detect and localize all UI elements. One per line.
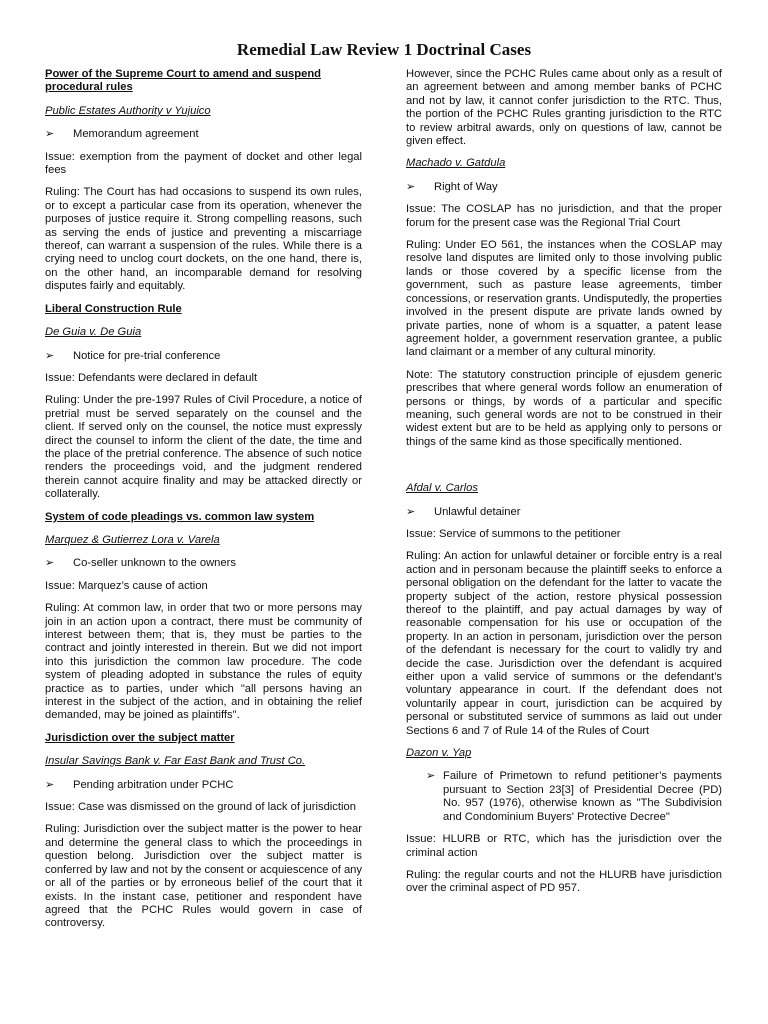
ruling-text: Ruling: Jurisdiction over the subject matter is the power to hear and determine the general class to which the proceedings in question belong. Jurisdiction over the subject matter is conferred by law and not by the consent or acquiescence of any or all of the parties or by erroneous belief of the court that it exists. In the instant case, petitioner and respondent have agreed that the PCHC Rules would govern in case of controversy. — [45, 823, 362, 930]
right-column — [406, 68, 722, 905]
ruling-text: Ruling: the regular courts and not the HLURB have jurisdiction over the criminal aspect of PD 957. — [406, 868, 722, 895]
section-heading: Jurisdiction over the subject matter — [45, 731, 235, 744]
bullet-item: ➢ Unlawful detainer — [406, 505, 521, 518]
case-title: Dazon v. Yap — [406, 747, 472, 760]
case-title: Marquez & Gutierrez Lora v. Varela — [45, 533, 220, 546]
section-heading: Power of the Supreme Court to amend and suspend procedural rules — [45, 68, 321, 94]
ruling-text: Ruling: An action for unlawful detainer or forcible entry is a real action and in personam because the plaintiff seeks to enforce a personal obligation on the defendant for the latter to vacate the property subject of the action, restore physical possession thereof to the plaintiff, and pay actual damages by way of reasonable compensation for his use or occupation of the property. In an action in personam, jurisdiction over the person of the defendant is necessary for the court to validly try and decide the case. Jurisdiction over the defendant is acquired either upon a valid service of summons or the defendant’s voluntary appearance in court. If the defendant does not voluntarily appear in court, jurisdiction can be acquired by personal or substituted service of summons as laid out under Sections 6 and 7 of Rule 14 of the Rules of Court — [406, 550, 722, 737]
ruling-text: Ruling: Under the pre-1997 Rules of Civil Procedure, a notice of pretrial must be served separately on the counsel and the client. If served only on the counsel, the notice must expressly direct the counsel to inform the client of the date, the time and the place of the pretrial conference. The absence of such notice renders the proceedings void, and the judgment rendered therein cannot acquire finality and may be attacked directly or collaterally. — [45, 394, 362, 501]
bullet-item: ➢ Memorandum agreement — [45, 128, 199, 141]
bullet-item: ➢ Pending arbitration under PCHC — [45, 778, 234, 791]
left-column — [45, 68, 362, 940]
case-title: Machado v. Gatdula — [406, 157, 506, 170]
issue-text: Issue: Service of summons to the petitioner — [406, 527, 621, 540]
issue-text: Issue: The COSLAP has no jurisdiction, and that the proper forum for the present case was the Regional Trial Court — [406, 203, 722, 229]
bullet-item: ➢ Failure of Primetown to refund petitioner’s payments pursuant to Section 23[3] of Presidential Decree (PD) No. 957 (1976), otherwise known as "The Subdivision and Condominium Buyers' Protective Decree" — [426, 770, 722, 823]
ruling-text: Ruling: Under EO 561, the instances when the COSLAP may resolve land disputes are limited only to those involving public lands or those covered by a specific license from the government, such as pasture lease agreements, timber concessions, or reservation grants. Undisputedly, the properties involved in the present dispute are private lands owned by private parties, none of whom is a squatter, a patent lease agreement holder, a government reservation grantee, a public land claimant or a member of any cultural minority. — [406, 239, 722, 359]
issue-text: Issue: Marquez’s cause of action — [45, 579, 208, 592]
ruling-text: Ruling: The Court has had occasions to suspend its own rules, or to except a particular case from its operation, whenever the purposes of justice require it. Strong compelling reasons, such as serving the ends of justice and preventing a miscarriage thereof, can warrant a suspension of the rules. While there is a crying need to unclog court dockets, on the one hand, there is, on the other hand, an incomparable demand for resolving disputes fairly and equitably. — [45, 186, 362, 293]
arrow-bullet-icon: ➢ — [406, 505, 416, 518]
section-heading: System of code pleadings vs. common law system — [45, 510, 315, 523]
issue-text: Issue: Case was dismissed on the ground of lack of jurisdiction — [45, 801, 356, 814]
case-title: Afdal v. Carlos — [406, 482, 478, 495]
note-text: Note: The statutory construction principle of ejusdem generic prescribes that where general words follow an enumeration of persons or things, by words of a particular and specific meaning, such general words are not to be construed in their widest extent but are to be held as applying only to persons or things of the same kind as those specifically mentioned. — [406, 368, 722, 448]
arrow-bullet-icon: ➢ — [45, 557, 55, 570]
continued-ruling-text: However, since the PCHC Rules came about only as a result of an agreement between and among member banks of PCHC and not by law, it cannot confer jurisdiction to the RTC. Thus, the portion of the PCHC Rules granting jurisdiction to the RTC to review arbitral awards, only on questions of law, cannot be given effect. — [406, 68, 722, 148]
case-title: Insular Savings Bank v. Far East Bank and Trust Co. — [45, 755, 306, 768]
page-title: Remedial Law Review 1 Doctrinal Cases — [236, 40, 532, 59]
issue-text: Issue: Defendants were declared in default — [45, 371, 258, 384]
arrow-bullet-icon: ➢ — [406, 180, 416, 193]
case-title: Public Estates Authority v Yujuico — [45, 104, 211, 117]
spacer — [406, 458, 722, 482]
arrow-bullet-icon: ➢ — [45, 778, 55, 791]
issue-text: Issue: exemption from the payment of docket and other legal fees — [45, 150, 362, 177]
case-title: De Guia v. De Guia — [45, 326, 142, 339]
arrow-bullet-icon: ➢ — [426, 770, 436, 783]
arrow-bullet-icon: ➢ — [45, 128, 55, 141]
issue-text: Issue: HLURB or RTC, which has the jurisdiction over the criminal action — [406, 833, 722, 859]
section-heading: Liberal Construction Rule — [45, 302, 182, 315]
bullet-item: ➢ Co-seller unknown to the owners — [45, 557, 236, 570]
ruling-text: Ruling: At common law, in order that two or more persons may join in an action upon a contract, there must be community of interest between them; that is, they must be parties to the contract and jointly interested in therein. But we did not import into this jurisdiction the common law procedure. The code system of pleading adopted in substance the rules of equity practice as to parties, under which "all persons having an interest in the subject of the action, and in obtaining the relief demanded, may be joined as plaintiffs". — [45, 602, 362, 722]
bullet-item: ➢ Notice for pre-trial conference — [45, 349, 221, 362]
arrow-bullet-icon: ➢ — [45, 349, 55, 362]
bullet-item: ➢ Right of Way — [406, 180, 498, 193]
